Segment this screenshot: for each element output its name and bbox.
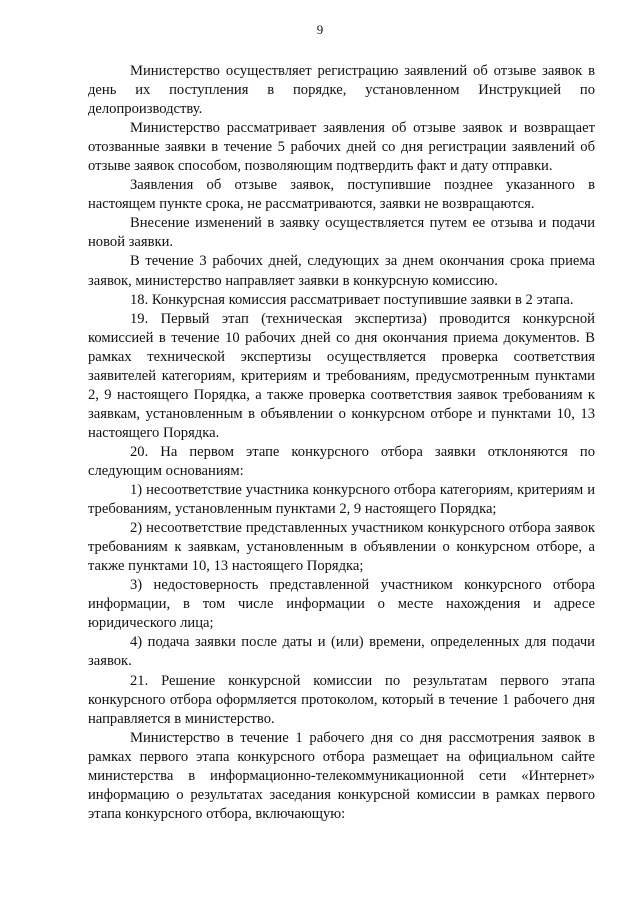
document-body (88, 62, 595, 824)
list-item-1: 1) несоответствие участника конкурсного отбора категориям, критериям и требованиям, установленным пунктами 2, 9 настоящего Порядка; (88, 482, 595, 518)
paragraph-clause-18: 18. Конкурсная комиссия рассматривает поступившие заявки в 2 этапа. (130, 291, 574, 308)
paragraph-clause-19: 19. Первый этап (техническая экспертиза) проводится конкурсной комиссией в течение 10 рабочих дней со дня окончания приема документов. В рамках технической экспертизы осуществляется проверка соответствия заявителей категориям, критериям и требованиям, предусмотренным пунктами 2, 9 настоящего Порядка, а также проверка соответствия заявок требованиям к заявкам, установленным в объявлении о конкурсном отборе и пунктами 10, 13 настоящего Порядка. (88, 310, 595, 441)
list-item-4: 4) подача заявки после даты и (или) времени, определенных для подачи заявок. (88, 634, 595, 670)
paragraph-changes: Внесение изменений в заявку осуществляется путем ее отзыва и подачи новой заявки. (88, 215, 595, 251)
paragraph-publication: Министерство в течение 1 рабочего дня со дня рассмотрения заявок в рамках первого этапа конкурсного отбора размещает на официальном сайте министерства в информационно-телекоммуникационной сети «Интернет» информацию о результатах заседания конкурсной комиссии в рамках первого этапа конкурсного отбора, включающую: (88, 729, 595, 822)
list-item-3: 3) недостоверность представленной участником конкурсного отбора информации, в том числе информации о месте нахождения и адресе юридического лица; (88, 577, 595, 632)
paragraph-clause-20: 20. На первом этапе конкурсного отбора заявки отклоняются по следующим основаниям: (88, 443, 595, 479)
list-item-2: 2) несоответствие представленных участником конкурсного отбора заявок требованиям к заявкам, установленным в объявлении о конкурсном отборе, а также пунктами 10, 13 настоящего Порядка; (88, 520, 595, 575)
page-number: 9 (316, 22, 324, 37)
paragraph-registration: Министерство осуществляет регистрацию заявлений об отзыве заявок в день их поступления в порядке, установленном Инструкцией по делопроизводству. (88, 63, 595, 118)
paragraph-late-withdrawal: Заявления об отзыве заявок, поступившие позднее указанного в настоящем пункте срока, не рассматриваются, заявки не возвращаются. (88, 177, 595, 213)
paragraph-clause-21: 21. Решение конкурсной комиссии по результатам первого этапа конкурсного отбора оформляется протоколом, который в течение 1 рабочего дня направляется в министерство. (88, 672, 595, 727)
paragraph-review-withdrawal: Министерство рассматривает заявления об отзыве заявок и возвращает отозванные заявки в течение 5 рабочих дней со дня регистрации заявлений об отзыве заявок способом, позволяющим подтвердить факт и дату отправки. (88, 120, 595, 175)
paragraph-forwarding: В течение 3 рабочих дней, следующих за днем окончания срока приема заявок, министерство направляет заявки в конкурсную комиссию. (88, 253, 595, 289)
